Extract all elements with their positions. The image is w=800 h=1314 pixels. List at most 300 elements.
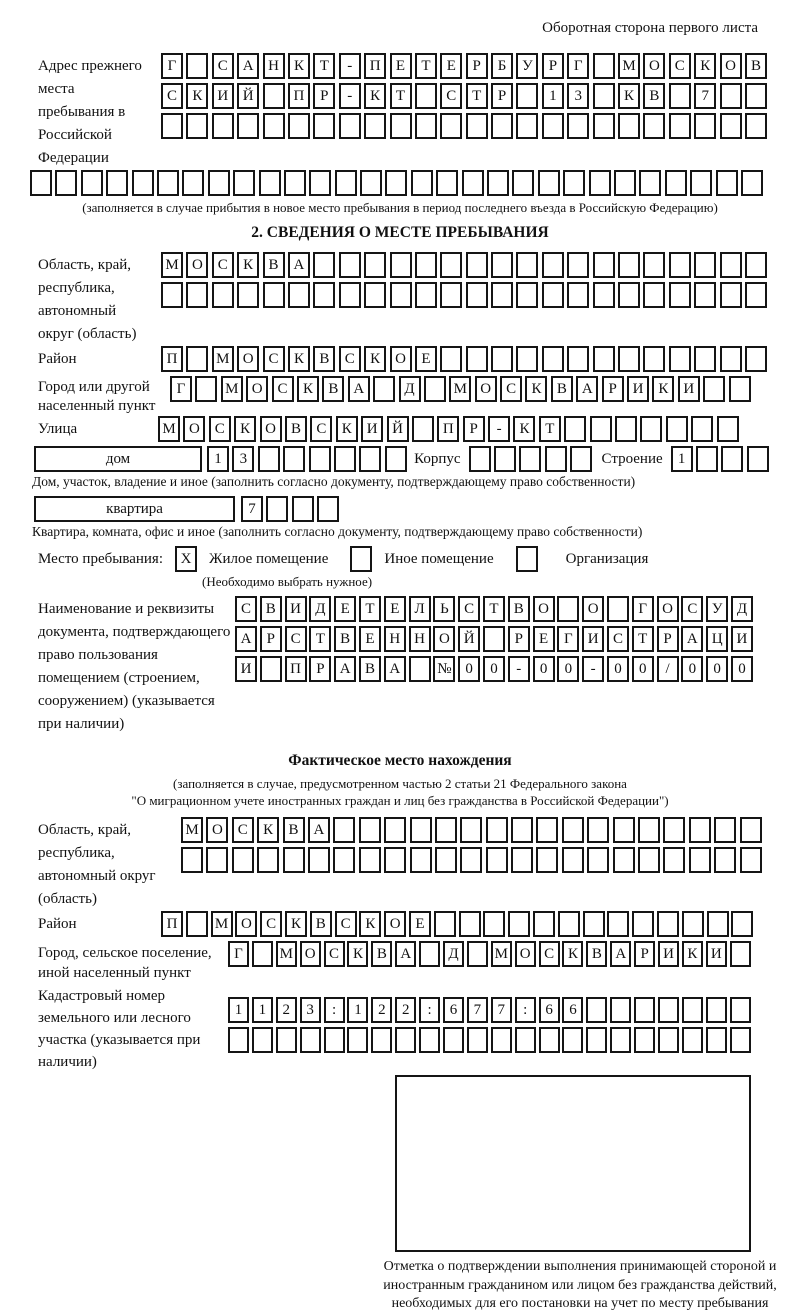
char-cell[interactable]: [690, 170, 712, 196]
char-cell[interactable]: 7: [694, 83, 716, 109]
char-cell[interactable]: [487, 170, 509, 196]
char-cell[interactable]: [263, 113, 285, 139]
char-cell[interactable]: Ь: [433, 596, 455, 622]
char-cell[interactable]: С: [272, 376, 294, 402]
char-cell[interactable]: [694, 252, 716, 278]
char-cell[interactable]: И: [706, 941, 727, 967]
char-cell[interactable]: [411, 170, 433, 196]
char-cell[interactable]: М: [161, 252, 183, 278]
char-cell[interactable]: А: [235, 626, 257, 652]
char-cell[interactable]: [643, 282, 665, 308]
char-cell[interactable]: А: [681, 626, 703, 652]
char-cell[interactable]: О: [235, 911, 257, 937]
char-cell[interactable]: А: [348, 376, 370, 402]
char-cell[interactable]: И: [285, 596, 307, 622]
char-cell[interactable]: [669, 252, 691, 278]
char-cell[interactable]: [663, 847, 685, 873]
char-cell[interactable]: [364, 113, 386, 139]
char-cell[interactable]: [385, 446, 407, 472]
char-cell[interactable]: Е: [409, 911, 431, 937]
char-cell[interactable]: О: [515, 941, 536, 967]
char-cell[interactable]: [610, 1027, 631, 1053]
char-cell[interactable]: [587, 847, 609, 873]
char-cell[interactable]: [292, 496, 314, 522]
char-cell[interactable]: О: [582, 596, 604, 622]
char-cell[interactable]: [81, 170, 103, 196]
char-cell[interactable]: Т: [359, 596, 381, 622]
char-cell[interactable]: [663, 817, 685, 843]
char-cell[interactable]: [515, 1027, 536, 1053]
char-cell[interactable]: [567, 113, 589, 139]
char-cell[interactable]: 3: [567, 83, 589, 109]
char-cell[interactable]: [638, 817, 660, 843]
char-cell[interactable]: А: [288, 252, 310, 278]
char-cell[interactable]: -: [508, 656, 530, 682]
char-cell[interactable]: [567, 252, 589, 278]
char-cell[interactable]: [516, 83, 538, 109]
char-cell[interactable]: [182, 170, 204, 196]
char-cell[interactable]: В: [643, 83, 665, 109]
char-cell[interactable]: [440, 113, 462, 139]
char-cell[interactable]: [745, 346, 767, 372]
char-cell[interactable]: К: [285, 911, 307, 937]
char-cell[interactable]: В: [260, 596, 282, 622]
char-cell[interactable]: У: [706, 596, 728, 622]
char-cell[interactable]: [466, 346, 488, 372]
checkbox-organization[interactable]: [516, 546, 538, 572]
char-cell[interactable]: [333, 847, 355, 873]
char-cell[interactable]: [260, 656, 282, 682]
char-cell[interactable]: Г: [228, 941, 249, 967]
char-cell[interactable]: [694, 346, 716, 372]
char-cell[interactable]: [542, 282, 564, 308]
char-cell[interactable]: [618, 113, 640, 139]
char-cell[interactable]: [721, 446, 743, 472]
char-cell[interactable]: Д: [399, 376, 421, 402]
char-cell[interactable]: [589, 170, 611, 196]
char-cell[interactable]: 3: [300, 997, 321, 1023]
char-cell[interactable]: И: [731, 626, 753, 652]
char-cell[interactable]: [703, 376, 725, 402]
char-cell[interactable]: Т: [466, 83, 488, 109]
char-cell[interactable]: [696, 446, 718, 472]
char-cell[interactable]: [720, 346, 742, 372]
char-cell[interactable]: [610, 997, 631, 1023]
char-cell[interactable]: О: [246, 376, 268, 402]
char-cell[interactable]: [745, 282, 767, 308]
char-cell[interactable]: [434, 911, 456, 937]
char-cell[interactable]: [491, 113, 513, 139]
char-cell[interactable]: [694, 282, 716, 308]
char-cell[interactable]: [132, 170, 154, 196]
char-cell[interactable]: [364, 282, 386, 308]
char-cell[interactable]: 3: [232, 446, 254, 472]
char-cell[interactable]: [730, 997, 751, 1023]
char-cell[interactable]: В: [263, 252, 285, 278]
char-cell[interactable]: Р: [602, 376, 624, 402]
char-cell[interactable]: [511, 847, 533, 873]
char-cell[interactable]: [669, 113, 691, 139]
char-cell[interactable]: К: [336, 416, 358, 442]
char-cell[interactable]: [483, 626, 505, 652]
char-cell[interactable]: В: [551, 376, 573, 402]
char-cell[interactable]: [313, 282, 335, 308]
char-cell[interactable]: [483, 911, 505, 937]
char-cell[interactable]: [283, 446, 305, 472]
char-cell[interactable]: [415, 252, 437, 278]
char-cell[interactable]: [347, 1027, 368, 1053]
char-cell[interactable]: [410, 817, 432, 843]
char-cell[interactable]: [232, 847, 254, 873]
char-cell[interactable]: Т: [632, 626, 654, 652]
char-cell[interactable]: 1: [252, 997, 273, 1023]
char-cell[interactable]: Г: [567, 53, 589, 79]
char-cell[interactable]: [186, 53, 208, 79]
char-cell[interactable]: 0: [533, 656, 555, 682]
char-cell[interactable]: [689, 847, 711, 873]
char-cell[interactable]: [360, 170, 382, 196]
char-cell[interactable]: [415, 83, 437, 109]
char-cell[interactable]: [706, 997, 727, 1023]
char-cell[interactable]: [657, 911, 679, 937]
char-cell[interactable]: И: [582, 626, 604, 652]
char-cell[interactable]: [714, 847, 736, 873]
char-cell[interactable]: 1: [347, 997, 368, 1023]
char-cell[interactable]: [669, 83, 691, 109]
char-cell[interactable]: Н: [384, 626, 406, 652]
char-cell[interactable]: С: [607, 626, 629, 652]
char-cell[interactable]: 0: [632, 656, 654, 682]
char-cell[interactable]: Р: [309, 656, 331, 682]
char-cell[interactable]: [491, 1027, 512, 1053]
char-cell[interactable]: [206, 847, 228, 873]
char-cell[interactable]: :: [515, 997, 536, 1023]
char-cell[interactable]: Д: [443, 941, 464, 967]
char-cell[interactable]: М: [449, 376, 471, 402]
char-cell[interactable]: [694, 113, 716, 139]
char-cell[interactable]: -: [488, 416, 510, 442]
char-cell[interactable]: [313, 113, 335, 139]
char-cell[interactable]: [587, 817, 609, 843]
char-cell[interactable]: В: [586, 941, 607, 967]
char-cell[interactable]: У: [516, 53, 538, 79]
char-cell[interactable]: 2: [395, 997, 416, 1023]
char-cell[interactable]: К: [364, 346, 386, 372]
char-cell[interactable]: [359, 847, 381, 873]
char-cell[interactable]: И: [235, 656, 257, 682]
char-cell[interactable]: 0: [706, 656, 728, 682]
char-cell[interactable]: [562, 1027, 583, 1053]
char-cell[interactable]: [508, 911, 530, 937]
char-cell[interactable]: [300, 1027, 321, 1053]
char-cell[interactable]: С: [212, 252, 234, 278]
char-cell[interactable]: М: [276, 941, 297, 967]
char-cell[interactable]: С: [260, 911, 282, 937]
char-cell[interactable]: 1: [207, 446, 229, 472]
char-cell[interactable]: 1: [542, 83, 564, 109]
char-cell[interactable]: К: [288, 53, 310, 79]
char-cell[interactable]: [161, 282, 183, 308]
char-cell[interactable]: В: [359, 656, 381, 682]
char-cell[interactable]: Г: [161, 53, 183, 79]
char-cell[interactable]: [440, 346, 462, 372]
char-cell[interactable]: [593, 282, 615, 308]
char-cell[interactable]: -: [339, 83, 361, 109]
char-cell[interactable]: 0: [681, 656, 703, 682]
char-cell[interactable]: [339, 252, 361, 278]
char-cell[interactable]: Р: [508, 626, 530, 652]
char-cell[interactable]: О: [206, 817, 228, 843]
char-cell[interactable]: Е: [359, 626, 381, 652]
char-cell[interactable]: И: [212, 83, 234, 109]
char-cell[interactable]: Д: [731, 596, 753, 622]
char-cell[interactable]: Р: [313, 83, 335, 109]
char-cell[interactable]: [284, 170, 306, 196]
char-cell[interactable]: С: [339, 346, 361, 372]
char-cell[interactable]: [745, 252, 767, 278]
char-cell[interactable]: [570, 446, 592, 472]
char-cell[interactable]: [440, 252, 462, 278]
char-cell[interactable]: А: [308, 817, 330, 843]
char-cell[interactable]: [740, 817, 762, 843]
char-cell[interactable]: Й: [458, 626, 480, 652]
char-cell[interactable]: Л: [409, 596, 431, 622]
char-cell[interactable]: [545, 446, 567, 472]
char-cell[interactable]: [385, 170, 407, 196]
char-cell[interactable]: Р: [542, 53, 564, 79]
char-cell[interactable]: О: [183, 416, 205, 442]
char-cell[interactable]: [494, 446, 516, 472]
char-cell[interactable]: [459, 911, 481, 937]
char-cell[interactable]: М: [618, 53, 640, 79]
char-cell[interactable]: С: [285, 626, 307, 652]
char-cell[interactable]: [335, 170, 357, 196]
char-cell[interactable]: [409, 656, 431, 682]
char-cell[interactable]: К: [513, 416, 535, 442]
char-cell[interactable]: Б: [491, 53, 513, 79]
char-cell[interactable]: [618, 252, 640, 278]
char-cell[interactable]: И: [627, 376, 649, 402]
char-cell[interactable]: 2: [276, 997, 297, 1023]
char-cell[interactable]: [466, 282, 488, 308]
char-cell[interactable]: [745, 113, 767, 139]
char-cell[interactable]: [542, 252, 564, 278]
char-cell[interactable]: О: [390, 346, 412, 372]
char-cell[interactable]: [106, 170, 128, 196]
char-cell[interactable]: [533, 911, 555, 937]
char-cell[interactable]: [593, 252, 615, 278]
char-cell[interactable]: К: [359, 911, 381, 937]
char-cell[interactable]: [729, 376, 751, 402]
char-cell[interactable]: [313, 252, 335, 278]
char-cell[interactable]: К: [525, 376, 547, 402]
char-cell[interactable]: [607, 596, 629, 622]
char-cell[interactable]: П: [285, 656, 307, 682]
char-cell[interactable]: [682, 997, 703, 1023]
char-cell[interactable]: Е: [415, 346, 437, 372]
char-cell[interactable]: К: [237, 252, 259, 278]
char-cell[interactable]: [593, 83, 615, 109]
char-cell[interactable]: Ц: [706, 626, 728, 652]
char-cell[interactable]: [720, 252, 742, 278]
char-cell[interactable]: [440, 282, 462, 308]
char-cell[interactable]: [412, 416, 434, 442]
char-cell[interactable]: [634, 1027, 655, 1053]
char-cell[interactable]: В: [334, 626, 356, 652]
char-cell[interactable]: [308, 847, 330, 873]
char-cell[interactable]: [410, 847, 432, 873]
char-cell[interactable]: [359, 446, 381, 472]
checkbox-residential[interactable]: X: [175, 546, 197, 572]
char-cell[interactable]: С: [681, 596, 703, 622]
char-cell[interactable]: [491, 282, 513, 308]
char-cell[interactable]: [415, 282, 437, 308]
char-cell[interactable]: В: [508, 596, 530, 622]
char-cell[interactable]: Р: [466, 53, 488, 79]
char-cell[interactable]: [460, 817, 482, 843]
char-cell[interactable]: К: [234, 416, 256, 442]
char-cell[interactable]: П: [437, 416, 459, 442]
char-cell[interactable]: [741, 170, 763, 196]
char-cell[interactable]: [466, 113, 488, 139]
char-cell[interactable]: С: [669, 53, 691, 79]
char-cell[interactable]: [334, 446, 356, 472]
char-cell[interactable]: [419, 941, 440, 967]
char-cell[interactable]: О: [237, 346, 259, 372]
char-cell[interactable]: [364, 252, 386, 278]
char-cell[interactable]: [237, 282, 259, 308]
char-cell[interactable]: Е: [334, 596, 356, 622]
char-cell[interactable]: -: [582, 656, 604, 682]
char-cell[interactable]: [562, 817, 584, 843]
char-cell[interactable]: [512, 170, 534, 196]
char-cell[interactable]: С: [324, 941, 345, 967]
char-cell[interactable]: [613, 817, 635, 843]
char-cell[interactable]: [161, 113, 183, 139]
char-cell[interactable]: Т: [309, 626, 331, 652]
char-cell[interactable]: К: [297, 376, 319, 402]
char-cell[interactable]: С: [232, 817, 254, 843]
char-cell[interactable]: С: [539, 941, 560, 967]
char-cell[interactable]: [640, 416, 662, 442]
char-cell[interactable]: Р: [260, 626, 282, 652]
char-cell[interactable]: [435, 817, 457, 843]
char-cell[interactable]: Д: [309, 596, 331, 622]
char-cell[interactable]: [436, 170, 458, 196]
char-cell[interactable]: [593, 53, 615, 79]
char-cell[interactable]: [195, 376, 217, 402]
char-cell[interactable]: [615, 416, 637, 442]
char-cell[interactable]: [707, 911, 729, 937]
char-cell[interactable]: [491, 346, 513, 372]
char-cell[interactable]: [539, 1027, 560, 1053]
char-cell[interactable]: Е: [390, 53, 412, 79]
char-cell[interactable]: [720, 113, 742, 139]
char-cell[interactable]: Р: [463, 416, 485, 442]
char-cell[interactable]: С: [310, 416, 332, 442]
char-cell[interactable]: [186, 911, 208, 937]
char-cell[interactable]: 7: [491, 997, 512, 1023]
char-cell[interactable]: [460, 847, 482, 873]
char-cell[interactable]: [384, 847, 406, 873]
char-cell[interactable]: [390, 113, 412, 139]
char-cell[interactable]: А: [610, 941, 631, 967]
char-cell[interactable]: [467, 1027, 488, 1053]
char-cell[interactable]: О: [720, 53, 742, 79]
char-cell[interactable]: 6: [443, 997, 464, 1023]
char-cell[interactable]: О: [260, 416, 282, 442]
char-cell[interactable]: Г: [632, 596, 654, 622]
char-cell[interactable]: П: [161, 346, 183, 372]
char-cell[interactable]: [324, 1027, 345, 1053]
char-cell[interactable]: Г: [557, 626, 579, 652]
char-cell[interactable]: [511, 817, 533, 843]
char-cell[interactable]: В: [745, 53, 767, 79]
char-cell[interactable]: [583, 911, 605, 937]
char-cell[interactable]: Р: [634, 941, 655, 967]
char-cell[interactable]: [486, 817, 508, 843]
char-cell[interactable]: [212, 282, 234, 308]
char-cell[interactable]: [390, 252, 412, 278]
char-cell[interactable]: В: [310, 911, 332, 937]
char-cell[interactable]: [669, 282, 691, 308]
char-cell[interactable]: [586, 1027, 607, 1053]
char-cell[interactable]: К: [257, 817, 279, 843]
char-cell[interactable]: А: [384, 656, 406, 682]
char-cell[interactable]: 0: [731, 656, 753, 682]
char-cell[interactable]: [562, 847, 584, 873]
char-cell[interactable]: С: [209, 416, 231, 442]
char-cell[interactable]: [443, 1027, 464, 1053]
char-cell[interactable]: [516, 346, 538, 372]
char-cell[interactable]: /: [657, 656, 679, 682]
char-cell[interactable]: В: [313, 346, 335, 372]
char-cell[interactable]: [516, 282, 538, 308]
char-cell[interactable]: [467, 941, 488, 967]
char-cell[interactable]: В: [285, 416, 307, 442]
char-cell[interactable]: [309, 446, 331, 472]
char-cell[interactable]: [639, 170, 661, 196]
char-cell[interactable]: [586, 997, 607, 1023]
char-cell[interactable]: [186, 282, 208, 308]
char-cell[interactable]: Н: [409, 626, 431, 652]
char-cell[interactable]: 2: [371, 997, 392, 1023]
char-cell[interactable]: [266, 496, 288, 522]
char-cell[interactable]: [593, 113, 615, 139]
char-cell[interactable]: [714, 817, 736, 843]
char-cell[interactable]: [228, 1027, 249, 1053]
char-cell[interactable]: А: [576, 376, 598, 402]
char-cell[interactable]: С: [458, 596, 480, 622]
char-cell[interactable]: П: [161, 911, 183, 937]
char-cell[interactable]: [186, 113, 208, 139]
char-cell[interactable]: К: [288, 346, 310, 372]
char-cell[interactable]: [390, 282, 412, 308]
char-cell[interactable]: [618, 346, 640, 372]
char-cell[interactable]: [371, 1027, 392, 1053]
char-cell[interactable]: Е: [533, 626, 555, 652]
char-cell[interactable]: [747, 446, 769, 472]
char-cell[interactable]: [643, 113, 665, 139]
char-cell[interactable]: [731, 911, 753, 937]
char-cell[interactable]: К: [347, 941, 368, 967]
char-cell[interactable]: О: [657, 596, 679, 622]
char-cell[interactable]: [435, 847, 457, 873]
char-cell[interactable]: [593, 346, 615, 372]
char-cell[interactable]: М: [158, 416, 180, 442]
char-cell[interactable]: [536, 847, 558, 873]
char-cell[interactable]: №: [433, 656, 455, 682]
